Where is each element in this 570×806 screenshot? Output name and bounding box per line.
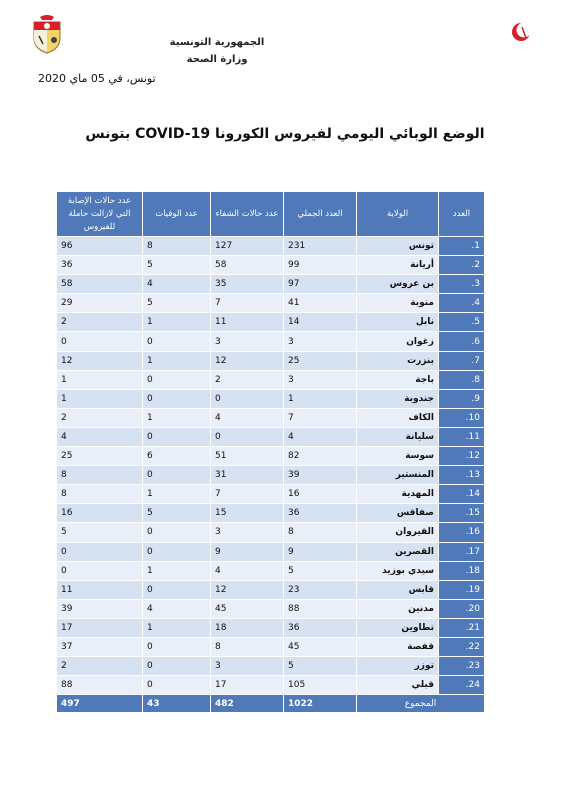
covid-table — [56, 191, 485, 713]
row-number: 8. — [439, 370, 485, 389]
total-cases-sum: 1022 — [284, 695, 357, 713]
total-row — [57, 695, 485, 713]
active-cases: 8 — [57, 466, 143, 485]
recovered-sum: 482 — [211, 695, 284, 713]
death-count: 1 — [143, 408, 211, 427]
republic-name: الجمهورية التونسية — [169, 37, 265, 48]
recovered-count: 45 — [211, 599, 284, 618]
death-count: 5 — [143, 256, 211, 275]
table-row — [57, 256, 485, 275]
death-count: 0 — [143, 332, 211, 351]
table-row — [57, 657, 485, 676]
death-count: 1 — [143, 561, 211, 580]
active-cases: 2 — [57, 313, 143, 332]
death-count: 4 — [143, 599, 211, 618]
total-cases: 8 — [284, 523, 357, 542]
active-cases: 0 — [57, 561, 143, 580]
row-number: 14. — [439, 485, 485, 504]
active-cases: 37 — [57, 637, 143, 656]
governorate-name: بنزرت — [357, 351, 439, 370]
active-cases: 29 — [57, 294, 143, 313]
active-cases: 4 — [57, 427, 143, 446]
ministry-name: وزارة الصحة — [186, 54, 248, 65]
table-row — [57, 294, 485, 313]
governorate-name: صفاقس — [357, 504, 439, 523]
active-cases: 16 — [57, 504, 143, 523]
governorate-name: باجة — [357, 370, 439, 389]
row-number: 13. — [439, 466, 485, 485]
recovered-count: 4 — [211, 561, 284, 580]
governorate-name: جندوبة — [357, 389, 439, 408]
row-number: 21. — [439, 618, 485, 637]
recovered-count: 0 — [211, 389, 284, 408]
table-row — [57, 580, 485, 599]
death-count: 1 — [143, 313, 211, 332]
active-cases: 1 — [57, 389, 143, 408]
row-number: 20. — [439, 599, 485, 618]
table-row — [57, 599, 485, 618]
governorate-name: الكاف — [357, 408, 439, 427]
recovered-count: 7 — [211, 485, 284, 504]
row-number: 17. — [439, 542, 485, 561]
table-row — [57, 618, 485, 637]
death-count: 5 — [143, 294, 211, 313]
row-number: 10. — [439, 408, 485, 427]
total-cases: 105 — [284, 676, 357, 695]
governorate-name: تونس — [357, 237, 439, 256]
death-count: 1 — [143, 351, 211, 370]
table-row — [57, 427, 485, 446]
header-deaths: عدد الوفيات — [143, 192, 211, 237]
active-cases: 36 — [57, 256, 143, 275]
total-cases: 36 — [284, 618, 357, 637]
governorate-name: سيدي بوزيد — [357, 561, 439, 580]
recovered-count: 15 — [211, 504, 284, 523]
total-cases: 99 — [284, 256, 357, 275]
recovered-count: 8 — [211, 637, 284, 656]
active-cases: 58 — [57, 275, 143, 294]
death-count: 0 — [143, 657, 211, 676]
header-number: العدد — [439, 192, 485, 237]
row-number: 5. — [439, 313, 485, 332]
governorate-name: توزر — [357, 657, 439, 676]
table-header-row — [57, 192, 485, 237]
recovered-count: 3 — [211, 332, 284, 351]
active-cases: 12 — [57, 351, 143, 370]
row-number: 4. — [439, 294, 485, 313]
total-cases: 3 — [284, 332, 357, 351]
death-count: 1 — [143, 618, 211, 637]
red-crescent-icon — [510, 20, 532, 44]
recovered-count: 4 — [211, 408, 284, 427]
row-number: 1. — [439, 237, 485, 256]
governorate-name: منوبة — [357, 294, 439, 313]
row-number: 3. — [439, 275, 485, 294]
active-cases: 17 — [57, 618, 143, 637]
table-row — [57, 370, 485, 389]
governorate-name: سوسة — [357, 447, 439, 466]
row-number: 16. — [439, 523, 485, 542]
row-number: 2. — [439, 256, 485, 275]
row-number: 24. — [439, 676, 485, 695]
total-cases: 36 — [284, 504, 357, 523]
table-row — [57, 504, 485, 523]
header-recovered: عدد حالات الشفاء — [211, 192, 284, 237]
row-number: 19. — [439, 580, 485, 599]
total-cases: 39 — [284, 466, 357, 485]
governorate-name: المهدية — [357, 485, 439, 504]
recovered-count: 51 — [211, 447, 284, 466]
table-row — [57, 485, 485, 504]
active-cases-sum: 497 — [57, 695, 143, 713]
death-count: 6 — [143, 447, 211, 466]
header-governorate: الولاية — [357, 192, 439, 237]
death-count: 0 — [143, 637, 211, 656]
active-cases: 96 — [57, 237, 143, 256]
active-cases: 5 — [57, 523, 143, 542]
table-row — [57, 408, 485, 427]
governorate-name: تطاوين — [357, 618, 439, 637]
death-count: 0 — [143, 580, 211, 599]
total-label: المجموع — [357, 695, 485, 713]
total-cases: 97 — [284, 275, 357, 294]
active-cases: 39 — [57, 599, 143, 618]
total-cases: 1 — [284, 389, 357, 408]
total-cases: 45 — [284, 637, 357, 656]
recovered-count: 0 — [211, 427, 284, 446]
recovered-count: 3 — [211, 657, 284, 676]
active-cases: 0 — [57, 542, 143, 561]
total-cases: 41 — [284, 294, 357, 313]
page-title: الوضع الوبائي اليومي لفيروس الكورونا COVID-19 بتونس — [85, 126, 485, 142]
table-row — [57, 561, 485, 580]
row-number: 15. — [439, 504, 485, 523]
governorate-name: قابس — [357, 580, 439, 599]
recovered-count: 127 — [211, 237, 284, 256]
total-cases: 4 — [284, 427, 357, 446]
header-total-cases: العدد الجملي — [284, 192, 357, 237]
governorate-name: قفصة — [357, 637, 439, 656]
death-count: 0 — [143, 427, 211, 446]
death-count: 0 — [143, 542, 211, 561]
active-cases: 0 — [57, 332, 143, 351]
recovered-count: 18 — [211, 618, 284, 637]
table-row — [57, 466, 485, 485]
death-count: 1 — [143, 485, 211, 504]
table-row — [57, 523, 485, 542]
death-count: 0 — [143, 389, 211, 408]
recovered-count: 17 — [211, 676, 284, 695]
row-number: 6. — [439, 332, 485, 351]
active-cases: 88 — [57, 676, 143, 695]
deaths-sum: 43 — [143, 695, 211, 713]
recovered-count: 11 — [211, 313, 284, 332]
total-cases: 7 — [284, 408, 357, 427]
table-row — [57, 637, 485, 656]
total-cases: 231 — [284, 237, 357, 256]
header-active-cases: عدد حالات الإصابة التي لازالت حاملة للفيروس — [57, 192, 143, 237]
row-number: 9. — [439, 389, 485, 408]
active-cases: 2 — [57, 657, 143, 676]
recovered-count: 9 — [211, 542, 284, 561]
row-number: 12. — [439, 447, 485, 466]
recovered-count: 58 — [211, 256, 284, 275]
death-count: 4 — [143, 275, 211, 294]
recovered-count: 12 — [211, 580, 284, 599]
total-cases: 16 — [284, 485, 357, 504]
total-cases: 23 — [284, 580, 357, 599]
governorate-name: القيروان — [357, 523, 439, 542]
table-row — [57, 389, 485, 408]
death-count: 0 — [143, 676, 211, 695]
ministry-header — [132, 34, 302, 68]
total-cases: 14 — [284, 313, 357, 332]
governorate-name: قبلي — [357, 676, 439, 695]
total-cases: 9 — [284, 542, 357, 561]
table-row — [57, 542, 485, 561]
governorate-name: بن عروس — [357, 275, 439, 294]
governorate-name: القصرين — [357, 542, 439, 561]
row-number: 23. — [439, 657, 485, 676]
recovered-count: 12 — [211, 351, 284, 370]
table-row — [57, 447, 485, 466]
date-line: تونس، في 05 ماي 2020 — [38, 72, 156, 85]
active-cases: 2 — [57, 408, 143, 427]
recovered-count: 7 — [211, 294, 284, 313]
row-number: 11. — [439, 427, 485, 446]
recovered-count: 2 — [211, 370, 284, 389]
recovered-count: 35 — [211, 275, 284, 294]
active-cases: 8 — [57, 485, 143, 504]
death-count: 0 — [143, 370, 211, 389]
active-cases: 1 — [57, 370, 143, 389]
table-row — [57, 237, 485, 256]
governorate-name: زغوان — [357, 332, 439, 351]
death-count: 0 — [143, 466, 211, 485]
total-cases: 82 — [284, 447, 357, 466]
death-count: 8 — [143, 237, 211, 256]
total-cases: 3 — [284, 370, 357, 389]
table-row — [57, 313, 485, 332]
table-row — [57, 351, 485, 370]
active-cases: 11 — [57, 580, 143, 599]
table-row — [57, 676, 485, 695]
row-number: 7. — [439, 351, 485, 370]
table-row — [57, 332, 485, 351]
row-number: 22. — [439, 637, 485, 656]
death-count: 5 — [143, 504, 211, 523]
death-count: 0 — [143, 523, 211, 542]
governorate-name: نابل — [357, 313, 439, 332]
recovered-count: 31 — [211, 466, 284, 485]
total-cases: 88 — [284, 599, 357, 618]
total-cases: 25 — [284, 351, 357, 370]
total-cases: 5 — [284, 561, 357, 580]
active-cases: 25 — [57, 447, 143, 466]
governorate-name: سليانة — [357, 427, 439, 446]
governorate-name: مدنين — [357, 599, 439, 618]
governorate-name: المنستير — [357, 466, 439, 485]
governorate-name: أريانة — [357, 256, 439, 275]
total-cases: 5 — [284, 657, 357, 676]
tunisia-coat-of-arms-icon — [30, 14, 64, 54]
recovered-count: 3 — [211, 523, 284, 542]
table-row — [57, 275, 485, 294]
row-number: 18. — [439, 561, 485, 580]
